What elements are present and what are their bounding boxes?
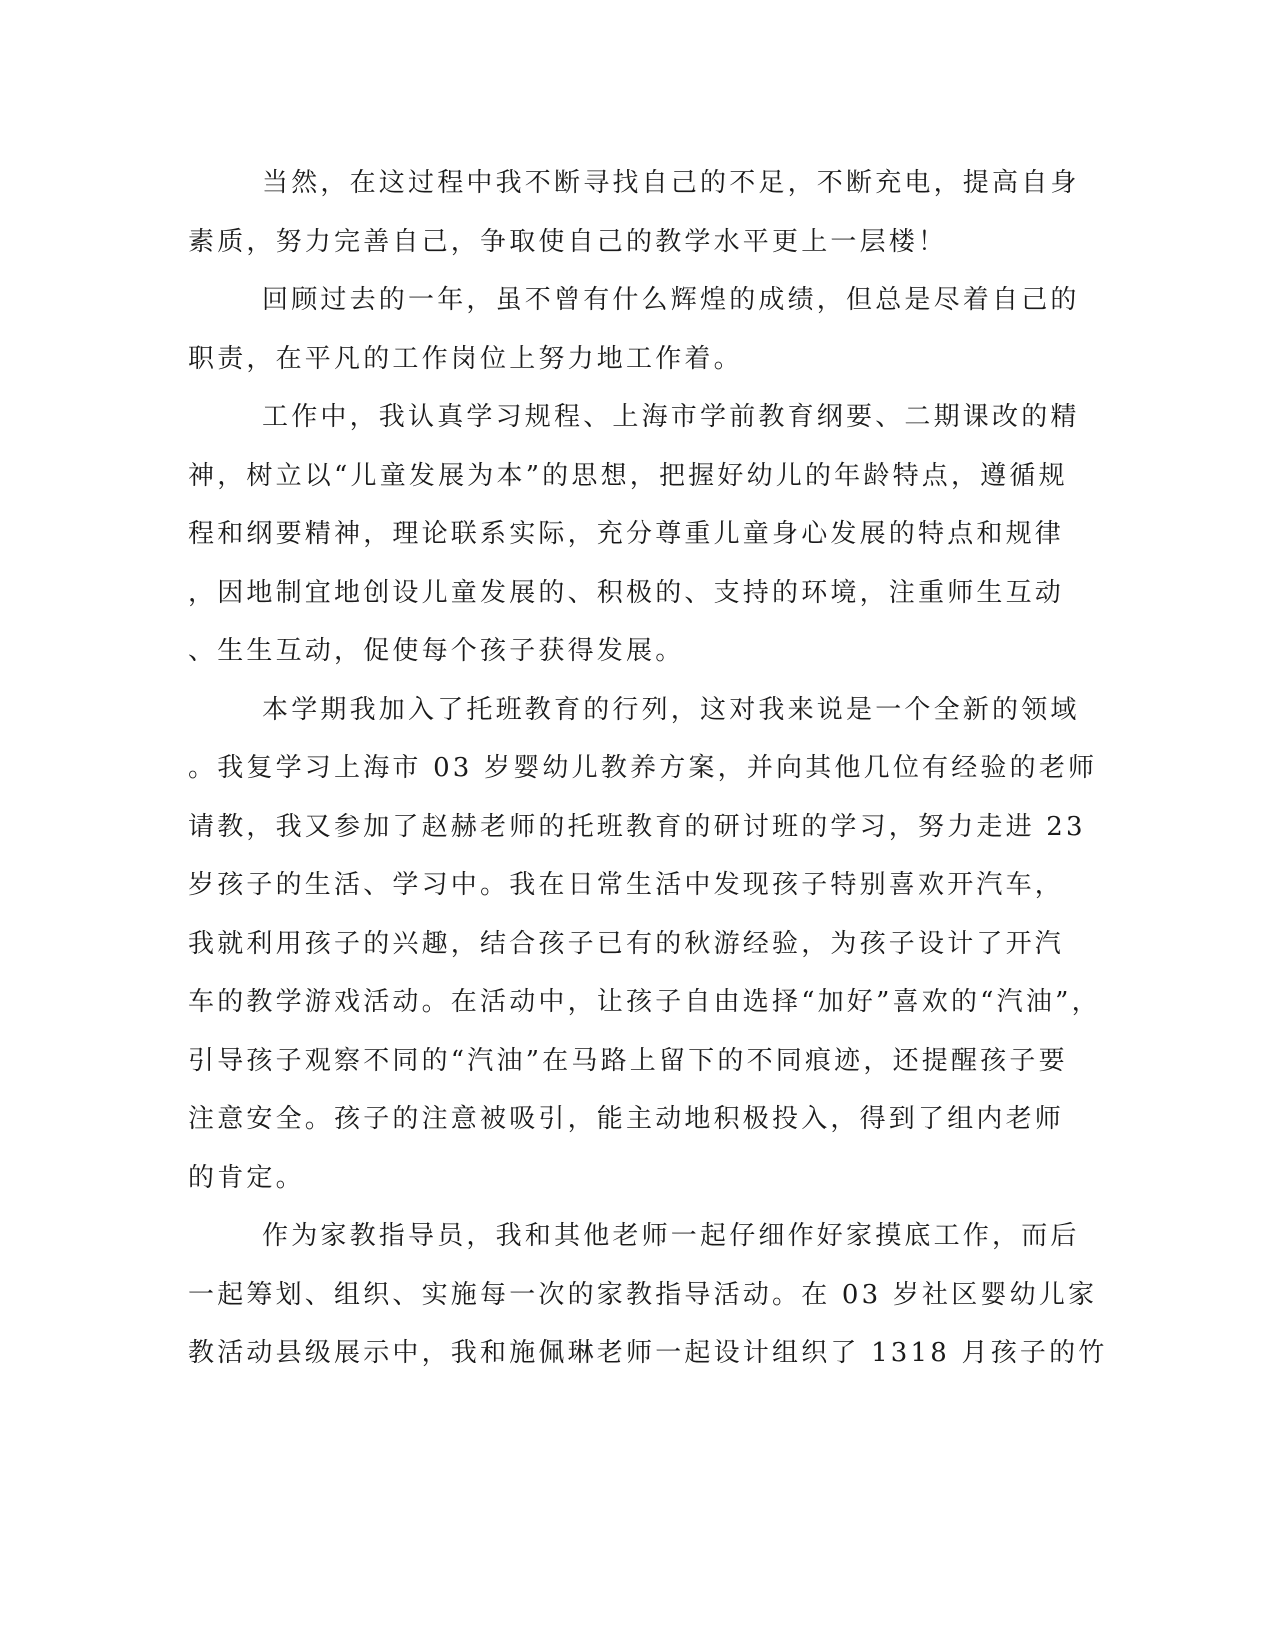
text-line: 一起筹划、组织、实施每一次的家教指导活动。在 03 岁社区婴幼儿家: [188, 1280, 1098, 1310]
text-line: 神，树立以“儿童发展为本”的思想，把握好幼儿的年龄特点，遵循规: [188, 461, 1068, 491]
text-line: 岁孩子的生活、学习中。我在日常生活中发现孩子特别喜欢开汽车，: [188, 870, 1065, 900]
text-line: 程和纲要精神，理论联系实际，充分尊重儿童身心发展的特点和规律: [188, 519, 1065, 549]
text-line: 请教，我又参加了赵赫老师的托班教育的研讨班的学习，努力走进 23: [188, 812, 1086, 842]
text-line: 回顾过去的一年，虽不曾有什么辉煌的成绩，但总是尽着自己的: [262, 285, 1080, 315]
text-line: 教活动县级展示中，我和施佩琳老师一起设计组织了 1318 月孩子的竹: [188, 1338, 1108, 1368]
text-line: 车的教学游戏活动。在活动中，让孩子自由选择“加好”喜欢的“汽油”，: [188, 987, 1101, 1017]
text-line: 工作中，我认真学习规程、上海市学前教育纲要、二期课改的精: [262, 402, 1080, 432]
text-line: 素质，努力完善自己，争取使自己的教学水平更上一层楼！: [188, 227, 948, 257]
text-line: 职责，在平凡的工作岗位上努力地工作着。: [188, 344, 743, 374]
text-line: ，因地制宜地创设儿童发展的、积极的、支持的环境，注重师生互动: [188, 578, 1065, 608]
text-line: 当然，在这过程中我不断寻找自己的不足，不断充电，提高自身: [262, 168, 1080, 198]
text-line: 注意安全。孩子的注意被吸引，能主动地积极投入，得到了组内老师: [188, 1104, 1065, 1134]
text-line: 引导孩子观察不同的“汽油”在马路上留下的不同痕迹，还提醒孩子要: [188, 1046, 1068, 1076]
text-line: 。我复学习上海市 03 岁婴幼儿教养方案，并向其他几位有经验的老师: [188, 753, 1098, 783]
text-line: 我就利用孩子的兴趣，结合孩子已有的秋游经验，为孩子设计了开汽: [188, 929, 1065, 959]
text-line: 本学期我加入了托班教育的行列，这对我来说是一个全新的领域: [262, 695, 1080, 725]
text-line: 、生生互动，促使每个孩子获得发展。: [188, 636, 685, 666]
text-line: 的肯定。: [188, 1163, 305, 1193]
text-line: 作为家教指导员，我和其他老师一起仔细作好家摸底工作，而后: [262, 1221, 1080, 1251]
